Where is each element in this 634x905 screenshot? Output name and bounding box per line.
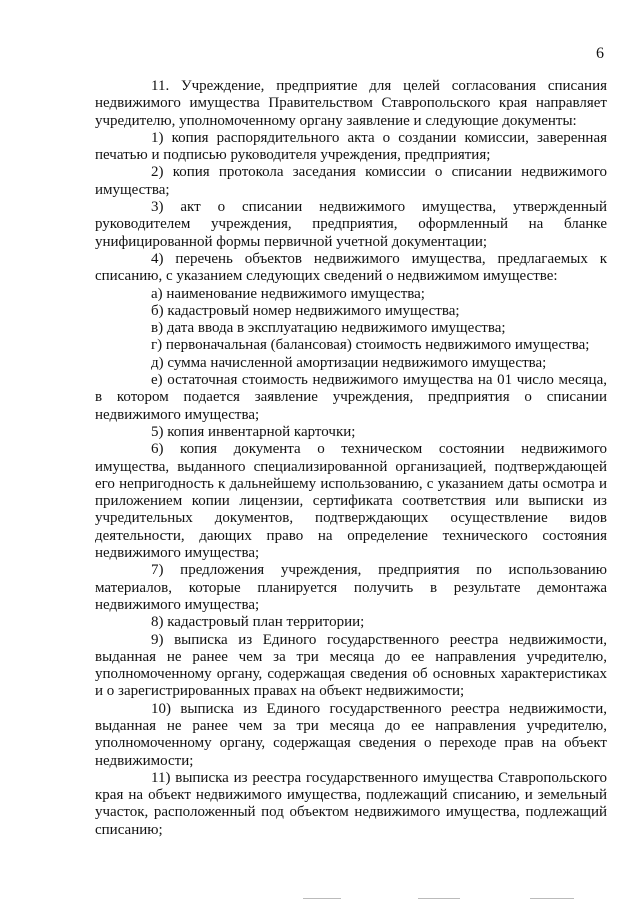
list-item-11: 11) выписка из реестра государственного имущества Ставропольского края на объект недвижимого имущества, подлежащий списанию, и земельный участок, расположенный под объектом недвижимого имущества, подлежащий списанию;: [95, 769, 607, 838]
list-item-3: 3) акт о списании недвижимого имущества, утвержденный руководителем учреждения, предприятия, оформленный на бланке унифицированной формы первичной учетной документации;: [95, 199, 607, 250]
document-body: [95, 78, 607, 839]
scan-artifacts: [0, 894, 634, 905]
list-item-10: 10) выписка из Единого государственного реестра недвижимости, выданная не ранее чем за три месяца до ее направления учредителю, уполномоченному органу, содержащая сведения о переходе прав на объект недвижимости;: [95, 700, 607, 769]
list-item-5: 5) копия инвентарной карточки;: [151, 423, 356, 440]
scan-mark: [418, 898, 460, 899]
scan-mark: [530, 898, 574, 899]
sub-item-v: в) дата ввода в эксплуатацию недвижимого имущества;: [151, 320, 506, 337]
sub-item-g: г) первоначальная (балансовая) стоимость недвижимого имущества;: [151, 337, 590, 354]
list-item-2: 2) копия протокола заседания комиссии о списании недвижимого имущества;: [95, 164, 607, 198]
sub-item-b: б) кадастровый номер недвижимого имущества;: [151, 302, 460, 319]
sub-item-e: е) остаточная стоимость недвижимого имущества на 01 число месяца, в котором подается заявление учреждения, предприятия о списании недвижимого имущества;: [95, 372, 607, 423]
list-item-1: 1) копия распорядительного акта о создании комиссии, заверенная печатью и подписью руководителя учреждения, предприятия;: [95, 129, 607, 164]
sub-item-d: д) сумма начисленной амортизации недвижимого имущества;: [151, 354, 547, 371]
sub-item-a: а) наименование недвижимого имущества;: [151, 285, 425, 302]
list-item-4: 4) перечень объектов недвижимого имущества, предлагаемых к списанию, с указанием следующих сведений о недвижимом имуществе:: [95, 250, 607, 285]
list-item-6: 6) копия документа о техническом состоянии недвижимого имущества, выданного специализированной организацией, подтверждающей его непригодность к дальнейшему использованию, с указанием даты осмотра и приложением копии лицензии, сертификата соответствия или выписки из учредительных документов, подтверждающих осуществление видов деятельности, дающих право на определение технического состояния недвижимого имущества;: [95, 441, 607, 562]
list-item-8: 8) кадастровый план территории;: [151, 614, 365, 631]
scan-mark: [303, 898, 341, 899]
paragraph-11-intro: 11. Учреждение, предприятие для целей согласования списания недвижимого имущества Правительством Ставропольского края направляет учредителю, уполномоченному органу заявление и следующие документы:: [95, 78, 607, 129]
list-item-7: 7) предложения учреждения, предприятия по использованию материалов, которые планируется получить в результате демонтажа недвижимого имущества;: [95, 562, 607, 613]
page-number: 6: [596, 45, 604, 62]
list-item-9: 9) выписка из Единого государственного реестра недвижимости, выданная не ранее чем за три месяца до ее направления учредителю, уполномоченному органу, содержащая сведения об основных характеристиках и о зарегистрированных правах на объект недвижимости;: [95, 631, 607, 700]
